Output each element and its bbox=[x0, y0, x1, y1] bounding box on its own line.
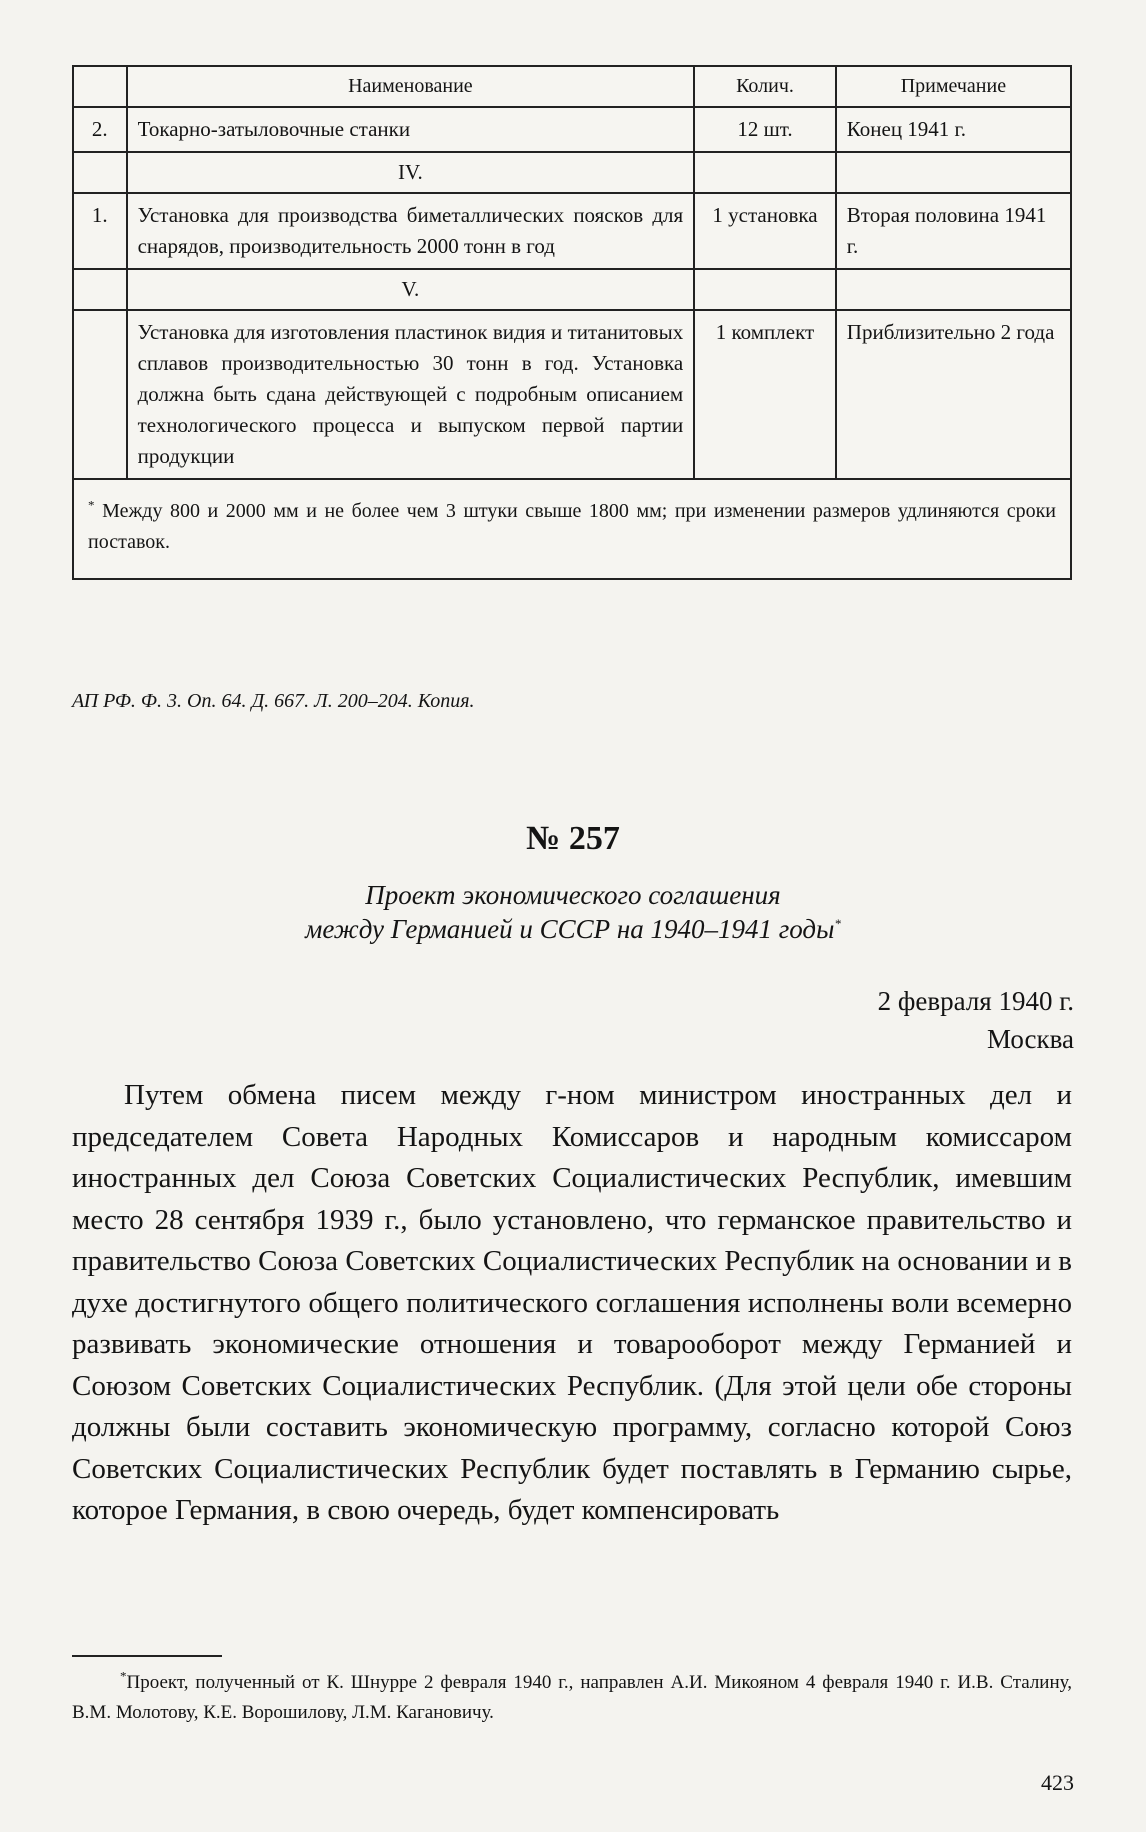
row-qty: 12 шт. bbox=[694, 107, 836, 152]
title-line-1: Проект экономического соглашения bbox=[365, 880, 781, 910]
table-header-row bbox=[73, 66, 1071, 107]
page-number: 423 bbox=[1041, 1770, 1074, 1795]
section-note-cell bbox=[836, 269, 1071, 310]
row-name: Установка для изготовления пластинок видия и титанитовых сплавов производительностью 30 тонн в год. Установка должна быть сдана действующей с подробным описанием технологического процесса и выпуском первой партии продукции bbox=[127, 310, 695, 479]
section-num-cell bbox=[73, 152, 127, 193]
row-qty: 1 комплект bbox=[694, 310, 836, 479]
table-row bbox=[73, 193, 1071, 269]
document-number: № 257 bbox=[526, 820, 620, 857]
section-label: V. bbox=[127, 269, 695, 310]
row-name: Токарно-затыловочные станки bbox=[127, 107, 695, 152]
row-name: Установка для производства биметаллических поясков для снарядов, производительность 2000 тонн в год bbox=[127, 193, 695, 269]
table-footnote bbox=[73, 479, 1071, 579]
title-line-2 bbox=[0, 912, 1146, 946]
row-qty: 1 установка bbox=[694, 193, 836, 269]
section-num-cell bbox=[73, 269, 127, 310]
footnote-divider bbox=[72, 1655, 222, 1657]
section-note-cell bbox=[836, 152, 1071, 193]
title-line-2-text: между Германией и СССР на 1940–1941 годы bbox=[305, 914, 835, 944]
section-qty-cell bbox=[694, 269, 836, 310]
document-place: Москва bbox=[987, 1024, 1074, 1054]
archive-reference: АП РФ. Ф. 3. Оп. 64. Д. 667. Л. 200–204. Копия. bbox=[72, 690, 475, 712]
document-date: 2 февраля 1940 г. bbox=[877, 986, 1074, 1016]
footnote-text: Проект, полученный от К. Шнурре 2 февраля 1940 г., направлен А.И. Микояном 4 февраля 1940 г. И.В. Сталину, В.М. Молотову, К.Е. Ворошилову, Л.М. Кагановичу. bbox=[72, 1672, 1072, 1723]
table-section-row bbox=[73, 269, 1071, 310]
header-qty: Колич. bbox=[694, 66, 836, 107]
footnote-marker: * bbox=[120, 1668, 127, 1684]
header-num-cell bbox=[73, 66, 127, 107]
table-footnote-text: Между 800 и 2000 мм и не более чем 3 штуки свыше 1800 мм; при изменении размеров удлиняются сроки поставок. bbox=[88, 500, 1057, 553]
row-note: Вторая половина 1941 г. bbox=[836, 193, 1071, 269]
row-num bbox=[73, 310, 127, 479]
table-footnote-row bbox=[73, 479, 1071, 579]
table-row bbox=[73, 107, 1071, 152]
row-note: Приблизительно 2 года bbox=[836, 310, 1071, 479]
row-note: Конец 1941 г. bbox=[836, 107, 1071, 152]
table-row bbox=[73, 310, 1071, 479]
page-footnote bbox=[72, 1668, 1072, 1728]
row-num: 2. bbox=[73, 107, 127, 152]
supply-table bbox=[72, 65, 1072, 580]
table-section-row bbox=[73, 152, 1071, 193]
table-footnote-marker: * bbox=[88, 497, 95, 513]
document-title bbox=[0, 878, 1146, 946]
row-num: 1. bbox=[73, 193, 127, 269]
section-label: IV. bbox=[127, 152, 695, 193]
header-note: Примечание bbox=[836, 66, 1071, 107]
document-date-place bbox=[878, 982, 1074, 1058]
body-paragraph: Путем обмена писем между г-ном министром иностранных дел и председателем Совета Народных Комиссаров и народным комиссаром иностранных дел Союза Советских Социалистических Республик, имевшим место 28 сентября 1939 г., было установлено, что германское правительство и правительство Союза Советских Социалистических Республик на основании и в духе достигнутого общего политического соглашения исполнены воли всемерно развивать экономические отношения и товарооборот между Германией и Союзом Советских Социалистических Республик. (Для этой цели обе стороны должны были составить экономическую программу, согласно которой Союз Советских Социалистических Республик будет поставлять в Германию сырье, которое Германия, в свою очередь, будет компенсировать bbox=[72, 1079, 1072, 1526]
section-qty-cell bbox=[694, 152, 836, 193]
title-footnote-marker: * bbox=[834, 916, 841, 931]
header-name: Наименование bbox=[127, 66, 695, 107]
